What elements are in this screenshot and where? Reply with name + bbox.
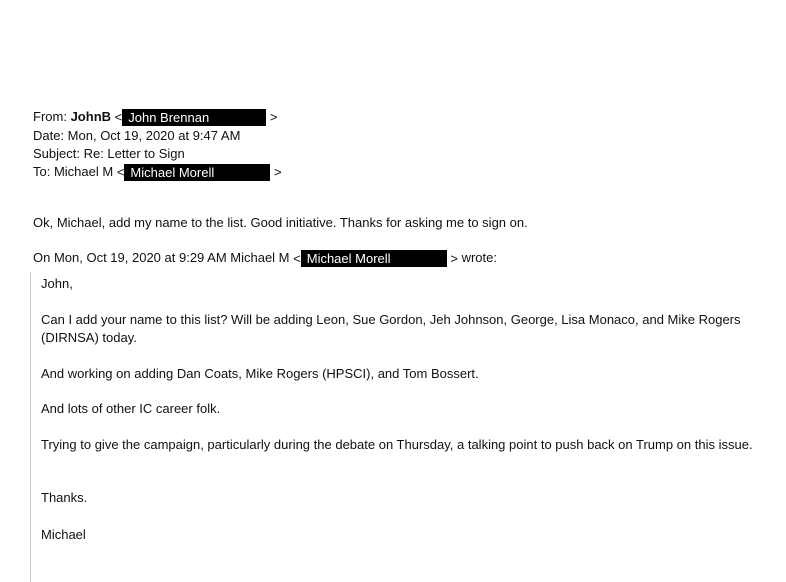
quoted-paragraph: Trying to give the campaign, particularly during the debate on Thursday, a talking point to push back on Trump on this issue. [41,437,753,452]
quoted-message [30,272,771,582]
quoted-paragraph: And lots of other IC career folk. [41,401,221,416]
quoted-paragraph: John, [41,276,73,291]
attribution-lt: < [293,251,301,267]
to-label: To: Michael M [33,164,114,179]
quoted-paragraph: Thanks. [41,490,88,505]
quote-attribution [33,250,497,267]
to-lt: < [116,164,125,180]
from-line [33,108,277,127]
from-redacted-address: John Brennan [122,109,266,126]
from-lt: < [114,109,123,125]
attribution-redacted-address: Michael Morell [301,250,447,267]
attribution-prefix: On Mon, Oct 19, 2020 at 9:29 AM Michael M [33,250,290,265]
reply-body: Ok, Michael, add my name to the list. Good initiative. Thanks for asking me to sign on. [33,215,528,230]
to-line [33,163,282,182]
quoted-signature: Michael [41,527,86,542]
quoted-paragraph: And working on adding Dan Coats, Mike Rogers (HPSCI), and Tom Bossert. [41,366,479,381]
date-line: Date: Mon, Oct 19, 2020 at 9:47 AM [33,128,241,143]
attribution-gt: > [450,251,458,267]
from-label: From: [33,109,67,124]
subject-line: Subject: Re: Letter to Sign [33,146,185,161]
to-gt: > [274,164,282,180]
attribution-suffix: wrote: [461,250,497,265]
from-gt: > [269,109,278,125]
quoted-paragraph: Can I add your name to this list? Will be adding Leon, Sue Gordon, Jeh Johnson, George, Lisa Monaco, and Mike Rogers (DIRNSA) today. [41,312,741,345]
to-redacted-address: Michael Morell [124,164,270,181]
from-name: JohnB [70,109,112,124]
